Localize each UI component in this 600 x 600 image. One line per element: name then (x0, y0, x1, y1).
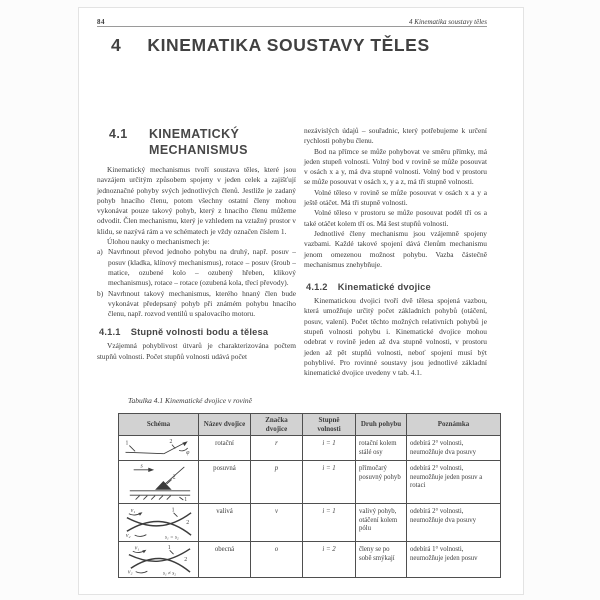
kinematic-pairs-table (118, 413, 501, 578)
paragraph: Úlohou nauky o mechanismech je: (107, 237, 210, 247)
schema-body-label: 1 (125, 440, 128, 447)
list-item (97, 289, 296, 320)
schema-body-label: 1 (167, 545, 171, 552)
schema-condition-label: s₁ = s₂ (164, 534, 179, 541)
schema-motion-label: s (140, 463, 143, 470)
posuvna-joint-diagram (122, 462, 196, 502)
chapter-number: 4 (111, 35, 122, 55)
section-number: 4.1 (109, 127, 128, 141)
running-header (97, 18, 487, 30)
cell-nazev: obecná (199, 542, 251, 578)
list-item-label: a) (97, 247, 103, 257)
schema-body-label: 2 (185, 520, 189, 527)
cell-druh: členy se po sobě smýkají (356, 542, 407, 578)
schema-obecna (119, 542, 199, 578)
schema-body-label: 2 (172, 474, 176, 481)
running-title: 4 Kinematika soustavy těles (409, 18, 487, 26)
table-row (119, 436, 501, 461)
cell-druh: přímočarý posuvný pohyb (356, 461, 407, 504)
section-heading-4-1 (97, 126, 296, 158)
cell-poznamka: odebírá 1° volnosti, neumožňuje jeden posuv (407, 542, 501, 578)
paragraph: Kinematický mechanismus tvoří soustava těles, které jsou navzájem určitým způsobem spojeny v jeden celek a zajišťují jednoznačné pohyby svých jednotlivých členů. Jestliže je zadaný pohyb hnacího členu, potom všechny ostatní členy mohou vykonávat pouze takový pohyb, který z hnacího členu můžeme odvodit. Člen mechanismu, který je vzhledem na vztažný prostor v klidu, se nazývá rám a ve schématech je vždy označen číslem 1. (97, 165, 296, 236)
list-item-text: Navrhnout převod jednoho pohybu na druhý, např. posuv – posuv (kladka, klínový mechanismus), rotace – posuv (šroub – matice, ozubené kolo – ozubený hřeben, klikový mechanismus), rotace – rotace (ozubená kola, třecí převody). (108, 247, 296, 288)
paragraph: Vzájemná pohyblivost útvarů je charakterizována počtem stupňů volnosti. Počet stupňů volnosti udává počet (97, 341, 296, 361)
schema-velocity-label: v₁ (130, 507, 135, 514)
col-header-nazev: Název dvojice (199, 414, 251, 436)
chapter-title-text: KINEMATIKA SOUSTAVY TĚLES (147, 35, 430, 55)
valiva-joint-diagram (122, 505, 196, 540)
list-item-text: Navrhnout takový mechanismus, kterého hnaný člen bude vykonávat předepsaný pohyb při známém pohybu hnacího členu, např. rozvod ventilů u spalovacího motoru. (108, 288, 296, 319)
subsection-heading-4-1-1 (97, 327, 296, 337)
schema-body-label: 1 (183, 497, 187, 503)
subsection-title: Kinematické dvojice (337, 282, 431, 293)
page-number: 84 (97, 18, 105, 26)
subsection-number: 4.1.1 (99, 327, 121, 338)
schema-velocity-label: v₂ (127, 569, 133, 576)
paragraph: Bod na přímce se může pohybovat ve směru přímky, má jeden stupeň volnosti. Volný bod v rovině se může posouvat v osách x a y, má dva stupně volnosti. Volný bod v prostoru se může posouvat v osách x, y a z, má tři stupně volnosti. (304, 146, 487, 187)
cell-nazev: valivá (199, 504, 251, 542)
schema-body-label: 1 (171, 507, 175, 514)
rotacni-joint-diagram (122, 437, 196, 459)
schema-rotacni (119, 436, 199, 461)
schema-posuvna (119, 461, 199, 504)
cell-nazev: rotační (199, 436, 251, 461)
cell-poznamka: odebírá 2° volnosti, neumožňuje jeden posuv a rotaci (407, 461, 501, 504)
document-page (78, 7, 524, 595)
schema-angle-label: φ (185, 450, 189, 457)
schema-valiva (119, 504, 199, 542)
paragraph: Volné těleso v rovině se může posouvat v osách x a y a ještě otáčet. Má tři stupně volnosti. (304, 187, 487, 208)
paragraph: Volné těleso v prostoru se může posouvat podél tří os a také otáčet kolem tří os. Má šest stupňů volnosti. (304, 208, 487, 228)
obecna-joint-diagram (122, 543, 196, 576)
cell-nazev: posuvná (199, 461, 251, 504)
cell-poznamka: odebírá 2° volnosti, neumožňuje dva posuvy (407, 504, 501, 542)
table-row (119, 542, 501, 578)
chapter-title (111, 35, 430, 56)
cell-druh: valivý pohyb, otáčení kolem pólu (356, 504, 407, 542)
col-header-stupen: Stupně volnosti (303, 414, 356, 436)
subsection-title: Stupně volnosti bodu a tělesa (130, 327, 269, 338)
col-header-znacka: Značka dvojice (251, 414, 303, 436)
cell-stupen: i = 1 (303, 461, 356, 504)
list-item-label: b) (97, 288, 104, 298)
cell-stupen: i = 1 (303, 504, 356, 542)
list-item (97, 247, 296, 288)
schema-body-label: 2 (169, 439, 172, 446)
cell-znacka: r (251, 436, 303, 461)
schema-velocity-label: v₁ (134, 545, 139, 552)
section-title (149, 126, 248, 158)
col-header-druh: Druh pohybu (356, 414, 407, 436)
right-column (304, 126, 487, 379)
paragraph: Jednotlivé členy mechanismu jsou vzájemně spojeny vazbami. Každé takové spojení dává členům mechanismu jenom omezenou možnost pohybu. Vazba částečně mechanismus znehybňuje. (304, 228, 487, 269)
cell-druh: rotační kolem stálé osy (356, 436, 407, 461)
cell-znacka: p (251, 461, 303, 504)
cell-znacka: v (251, 504, 303, 542)
cell-stupen: i = 2 (303, 542, 356, 578)
cell-znacka: o (251, 542, 303, 578)
paragraph: nezávislých údajů – souřadnic, který potřebujeme k určení rychlosti pohybu členu. (304, 126, 487, 146)
table-row (119, 504, 501, 542)
paragraph: Kinematickou dvojici tvoří dvě tělesa spojená vazbou, která umožňuje určitý počet základních pohybů (otáčení, posuv, valení). Počet těchto možných relativních pohybů je stupeň volnosti pohybu i. Kinematické dvojice mohou odebrat v rovině jeden až dva stupně volnosti, v prostoru jeden až pět stupňů volnosti, neboť spojení musí být pohyblivé. Pro rovinné soustavy jsou jednotlivé základní kinematické dvojice uvedeny v tab. 4.1. (304, 296, 487, 378)
text-columns (97, 126, 487, 379)
section-title-line1: KINEMATICKÝ (149, 127, 240, 141)
table-header-row (119, 414, 501, 436)
schema-velocity-label: v₂ (125, 533, 131, 540)
subsection-number: 4.1.2 (306, 282, 328, 293)
subsection-heading-4-1-2 (304, 282, 487, 292)
cell-stupen: i = 1 (303, 436, 356, 461)
table-caption: Tabulka 4.1 Kinematické dvojice v rovině (128, 396, 252, 405)
table-row (119, 461, 501, 504)
header-rule (97, 26, 487, 27)
col-header-poznamka: Poznámka (407, 414, 501, 436)
section-title-line2: MECHANISMUS (149, 143, 248, 157)
col-header-schema: Schéma (119, 414, 199, 436)
schema-condition-label: s₁ ≠ s₂ (162, 570, 176, 577)
cell-poznamka: odebírá 2° volnosti, neumožňuje dva posuvy (407, 436, 501, 461)
schema-body-label: 2 (183, 557, 187, 564)
left-column (97, 126, 296, 379)
